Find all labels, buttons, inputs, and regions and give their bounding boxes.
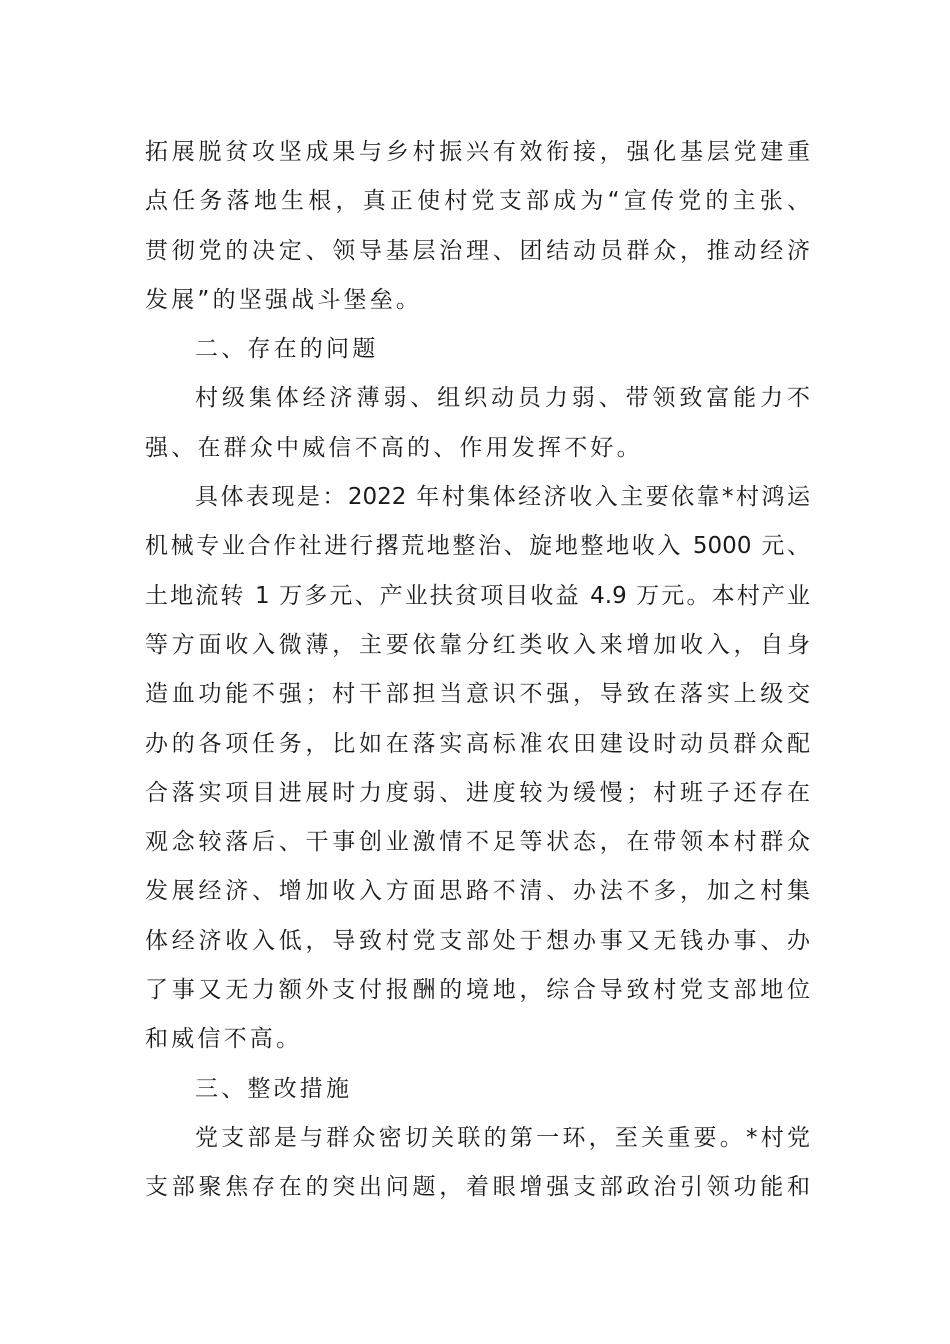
text-line: 观念较落后、干事创业激情不足等状态，在带领本村群众 (145, 829, 810, 856)
section-heading: 二、存在的问题 (195, 336, 379, 363)
text-line: 土地流转 1 万多元、产业扶贫项目收益 4.9 万元。本村产业 (145, 582, 810, 609)
text-line: 了事又无力额外支付报酬的境地，综合导致村党支部地位 (145, 977, 810, 1004)
text-line: 体经济收入低，导致村党支部处于想办事又无钱办事、办 (145, 927, 810, 954)
text-line: 支部聚焦存在的突出问题，着眼增强支部政治引领功能和 (145, 1174, 810, 1201)
text-line: 拓展脱贫攻坚成果与乡村振兴有效衔接，强化基层党建重 (145, 139, 810, 165)
text-line: 发展经济、增加收入方面思路不清、办法不多，加之村集 (145, 878, 810, 905)
text-line: 机械专业合作社进行撂荒地整治、旋地整地收入 5000 元、 (145, 533, 810, 560)
document-body (145, 128, 810, 1213)
text-line: 合落实项目进展时力度弱、进度较为缓慢；村班子还存在 (145, 779, 810, 806)
text-line: 强、在群众中威信不高的、作用发挥不好。 (145, 434, 643, 461)
text-line: 具体表现是：2022 年村集体经济收入主要依靠*村鸿运 (195, 484, 810, 511)
text-line: 造血功能不强；村干部担当意识不强，导致在落实上级交 (145, 681, 810, 708)
section-heading: 三、整改措施 (195, 1075, 353, 1102)
text-line: 党支部是与群众密切关联的第一环，至关重要。*村党 (195, 1124, 810, 1151)
text-line: 等方面收入微薄，主要依靠分红类收入来增加收入，自身 (145, 631, 810, 658)
text-line: 发展”的坚强战斗堡垒。 (145, 286, 423, 313)
text-line: 办的各项任务，比如在落实高标准农田建设时动员群众配 (145, 730, 810, 757)
text-line: 和威信不高。 (145, 1026, 303, 1053)
text-line: 贯彻党的决定、领导基层治理、团结动员群众，推动经济 (145, 237, 810, 264)
text-line: 点任务落地生根，真正使村党支部成为“宣传党的主张、 (145, 188, 810, 215)
text-line: 村级集体经济薄弱、组织动员力弱、带领致富能力不 (195, 385, 810, 412)
